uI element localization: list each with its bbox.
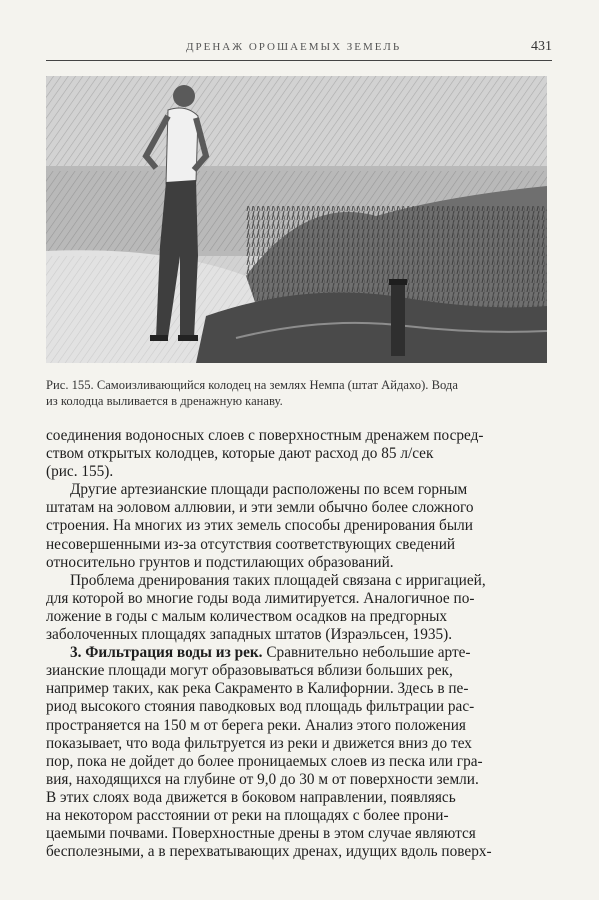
text-line: для которой во многие годы вода лимитируется. Аналогичное по- bbox=[46, 589, 475, 607]
text-line: на некотором расстоянии от реки на площадях с более прони- bbox=[46, 806, 449, 824]
body-text bbox=[46, 427, 554, 861]
caption-line: Рис. 155. Самоизливающийся колодец на землях Немпа (штат Айдахо). Вода bbox=[46, 378, 458, 392]
text-line: штатам на эоловом аллювии, и эти земли обычно более сложного bbox=[46, 499, 474, 517]
text-line: вия, находящихся на глубине от 9,0 до 30 м от поверхности земли. bbox=[46, 770, 479, 788]
running-header bbox=[46, 38, 552, 61]
caption-line: из колодца выливается в дренажную канаву. bbox=[46, 394, 283, 408]
text-line: например таких, как река Сакраменто в Калифорнии. Здесь в пе- bbox=[46, 680, 469, 698]
text-line: соединения водоносных слоев с поверхностным дренажем посред- bbox=[46, 427, 484, 444]
text-line: Другие артезианские площади расположены по всем горным bbox=[70, 481, 468, 499]
text-line bbox=[46, 644, 554, 662]
text-line: пор, пока не дойдет до более проницаемых слоев из песка или гра- bbox=[46, 752, 483, 770]
text-line: (рис. 155). bbox=[46, 463, 114, 481]
text-line: В этих слоях вода движется в боковом направлении, появляясь bbox=[46, 788, 456, 806]
figure-caption bbox=[46, 377, 552, 409]
text-line: цаемыми почвами. Поверхностные дрены в этом случае являются bbox=[46, 825, 476, 843]
text-line: несовершенными из-за отсутствия соответствующих сведений bbox=[46, 535, 456, 553]
page-number: 431 bbox=[531, 39, 552, 54]
text-line: ложение в годы с малым количеством осадков на предгорных bbox=[46, 607, 448, 625]
text-line: показывает, что вода фильтруется из реки и движется вниз до тех bbox=[46, 734, 472, 752]
photo-illustration bbox=[46, 76, 547, 363]
text-line: относительно грунтов и подстилающих образований. bbox=[46, 553, 394, 571]
figure-photo-artesian-well bbox=[46, 76, 547, 363]
section-heading: 3. Фильтрация воды из рек. bbox=[70, 644, 263, 662]
running-title: ДРЕНАЖ ОРОШАЕМЫХ ЗЕМЕЛЬ bbox=[186, 41, 402, 53]
text-line: бесполезными, а в перехватывающих дренах, идущих вдоль поверх- bbox=[46, 843, 492, 861]
text-line: зианские площади могут образовываться вблизи больших рек, bbox=[46, 662, 453, 680]
text-line: строения. На многих из этих земель способы дренирования были bbox=[46, 517, 473, 535]
text-line: пространяется на 150 м от берега реки. Анализ этого положения bbox=[46, 716, 466, 734]
text-line: ством открытых колодцев, которые дают расход до 85 л/сек bbox=[46, 445, 434, 463]
text-line: Проблема дренирования таких площадей связана с ирригацией, bbox=[70, 571, 486, 589]
text-line: риод высокого стояния паводковых вод площадь фильтрации рас- bbox=[46, 698, 475, 716]
text-line-continuation: Сравнительно небольшие арте- bbox=[266, 644, 471, 662]
text-line: заболоченных площадях западных штатов (Израэльсен, 1935). bbox=[46, 626, 453, 644]
